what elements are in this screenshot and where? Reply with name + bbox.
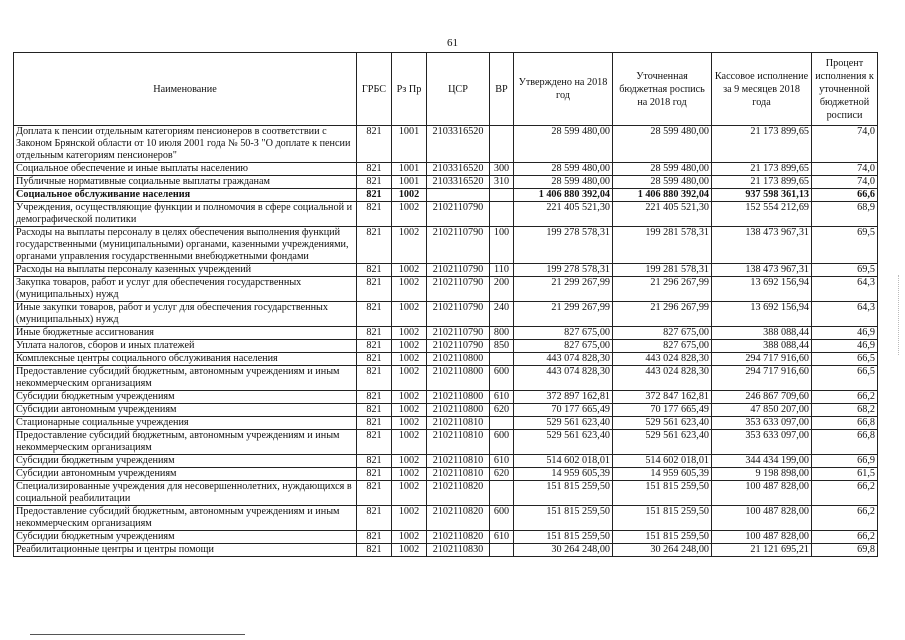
cell-cash: 152 554 212,69 [712,202,812,227]
cell-refined: 514 602 018,01 [613,455,712,468]
cell-rzpr: 1002 [392,302,427,327]
cell-vr [490,353,514,366]
cell-percent: 68,9 [812,202,878,227]
cell-vr: 600 [490,506,514,531]
cell-percent: 74,0 [812,163,878,176]
cell-rzpr: 1002 [392,430,427,455]
cell-name: Предоставление субсидий бюджетным, автономным учреждениям и иным некоммерческим организациям [14,506,357,531]
cell-refined: 70 177 665,49 [613,404,712,417]
cell-name: Субсидии автономным учреждениям [14,468,357,481]
cell-grbs: 821 [357,176,392,189]
cell-approved: 529 561 623,40 [514,417,613,430]
table-row [14,404,878,417]
cell-cash: 21 173 899,65 [712,176,812,189]
cell-rzpr: 1001 [392,176,427,189]
cell-name: Расходы на выплаты персоналу казенных учреждений [14,264,357,277]
table-row [14,455,878,468]
header-percent: Процент исполнения к уточненной бюджетной росписи [812,53,878,126]
cell-refined: 529 561 623,40 [613,430,712,455]
cell-refined: 372 847 162,81 [613,391,712,404]
cell-cash: 47 850 207,00 [712,404,812,417]
table-row [14,189,878,202]
cell-approved: 151 815 259,50 [514,531,613,544]
cell-vr: 600 [490,366,514,391]
cell-name: Субсидии автономным учреждениям [14,404,357,417]
cell-name: Предоставление субсидий бюджетным, автономным учреждениям и иным некоммерческим организациям [14,430,357,455]
cell-vr [490,126,514,163]
cell-vr [490,544,514,557]
cell-grbs: 821 [357,264,392,277]
header-rzpr: Рз Пр [392,53,427,126]
cell-csr: 2102110810 [427,417,490,430]
cell-name: Субсидии бюджетным учреждениям [14,531,357,544]
cell-vr: 610 [490,531,514,544]
table-row [14,531,878,544]
cell-approved: 30 264 248,00 [514,544,613,557]
cell-percent: 69,5 [812,264,878,277]
cell-vr [490,481,514,506]
cell-approved: 221 405 521,30 [514,202,613,227]
cell-refined: 28 599 480,00 [613,126,712,163]
cell-name: Реабилитационные центры и центры помощи [14,544,357,557]
cell-rzpr: 1002 [392,264,427,277]
table-header-row [14,53,878,126]
cell-csr: 2102110790 [427,302,490,327]
cell-refined: 151 815 259,50 [613,506,712,531]
cell-vr [490,202,514,227]
cell-rzpr: 1002 [392,531,427,544]
cell-rzpr: 1002 [392,404,427,417]
cell-percent: 69,5 [812,227,878,264]
cell-cash: 100 487 828,00 [712,506,812,531]
cell-percent: 66,6 [812,189,878,202]
header-cash: Кассовое исполнение за 9 месяцев 2018 года [712,53,812,126]
cell-csr: 2102110790 [427,202,490,227]
cell-rzpr: 1002 [392,481,427,506]
cell-percent: 46,9 [812,340,878,353]
cell-vr: 800 [490,327,514,340]
cell-approved: 70 177 665,49 [514,404,613,417]
cell-name: Социальное обслуживание населения [14,189,357,202]
table-row [14,544,878,557]
cell-refined: 28 599 480,00 [613,163,712,176]
cell-refined: 199 281 578,31 [613,264,712,277]
cell-grbs: 821 [357,227,392,264]
cell-grbs: 821 [357,366,392,391]
cell-percent: 68,2 [812,404,878,417]
cell-cash: 353 633 097,00 [712,430,812,455]
table-row [14,277,878,302]
cell-name: Расходы на выплаты персоналу в целях обеспечения выполнения функций государственными (муниципальными) органами, казенными учреждениями, органами управления государственными внебюджетными фондами [14,227,357,264]
cell-rzpr: 1002 [392,468,427,481]
cell-cash: 294 717 916,60 [712,366,812,391]
cell-rzpr: 1002 [392,277,427,302]
cell-cash: 100 487 828,00 [712,481,812,506]
cell-grbs: 821 [357,531,392,544]
cell-cash: 100 487 828,00 [712,531,812,544]
cell-percent: 46,9 [812,327,878,340]
table-row [14,353,878,366]
table-row [14,366,878,391]
cell-csr: 2102110800 [427,391,490,404]
cell-name: Иные закупки товаров, работ и услуг для обеспечения государственных (муниципальных) нужд [14,302,357,327]
cell-cash: 294 717 916,60 [712,353,812,366]
table-row [14,417,878,430]
cell-cash: 246 867 709,60 [712,391,812,404]
cell-csr: 2102110820 [427,481,490,506]
cell-vr: 620 [490,468,514,481]
cell-name: Публичные нормативные социальные выплаты гражданам [14,176,357,189]
cell-name: Социальное обеспечение и иные выплаты населению [14,163,357,176]
cell-grbs: 821 [357,430,392,455]
cell-cash: 9 198 898,00 [712,468,812,481]
cell-approved: 443 074 828,30 [514,366,613,391]
cell-percent: 66,5 [812,353,878,366]
scan-edge-mark [898,275,901,355]
cell-percent: 66,2 [812,531,878,544]
cell-percent: 66,2 [812,481,878,506]
header-name: Наименование [14,53,357,126]
cell-percent: 64,3 [812,302,878,327]
cell-refined: 14 959 605,39 [613,468,712,481]
cell-cash: 21 121 695,21 [712,544,812,557]
cell-refined: 21 296 267,99 [613,277,712,302]
header-approved: Утверждено на 2018 год [514,53,613,126]
cell-grbs: 821 [357,126,392,163]
cell-name: Предоставление субсидий бюджетным, автономным учреждениям и иным некоммерческим организациям [14,366,357,391]
cell-grbs: 821 [357,327,392,340]
cell-csr: 2102110790 [427,227,490,264]
cell-refined: 151 815 259,50 [613,531,712,544]
cell-vr: 200 [490,277,514,302]
cell-vr [490,189,514,202]
cell-csr: 2102110800 [427,366,490,391]
cell-vr: 110 [490,264,514,277]
cell-name: Уплата налогов, сборов и иных платежей [14,340,357,353]
table-row [14,468,878,481]
cell-refined: 443 024 828,30 [613,366,712,391]
cell-approved: 21 299 267,99 [514,302,613,327]
table-row [14,163,878,176]
cell-cash: 21 173 899,65 [712,163,812,176]
table-row [14,176,878,189]
cell-rzpr: 1002 [392,189,427,202]
cell-percent: 74,0 [812,176,878,189]
table-row [14,481,878,506]
cell-grbs: 821 [357,468,392,481]
footnote-rule [30,634,245,635]
cell-rzpr: 1002 [392,353,427,366]
cell-vr: 610 [490,391,514,404]
cell-approved: 151 815 259,50 [514,506,613,531]
cell-approved: 21 299 267,99 [514,277,613,302]
cell-rzpr: 1002 [392,340,427,353]
cell-csr: 2102110820 [427,531,490,544]
cell-approved: 199 278 578,31 [514,227,613,264]
cell-name: Учреждения, осуществляющие функции и полномочия в сфере социальной и демографической политики [14,202,357,227]
cell-rzpr: 1002 [392,327,427,340]
cell-name: Комплексные центры социального обслуживания населения [14,353,357,366]
table-row [14,327,878,340]
cell-cash: 388 088,44 [712,340,812,353]
table-row [14,506,878,531]
cell-name: Субсидии бюджетным учреждениям [14,455,357,468]
cell-percent: 69,8 [812,544,878,557]
table-row [14,126,878,163]
cell-csr: 2102110800 [427,353,490,366]
cell-name: Иные бюджетные ассигнования [14,327,357,340]
cell-percent: 61,5 [812,468,878,481]
table-row [14,340,878,353]
cell-grbs: 821 [357,455,392,468]
table-row [14,302,878,327]
cell-refined: 21 296 267,99 [613,302,712,327]
cell-rzpr: 1002 [392,391,427,404]
cell-refined: 221 405 521,30 [613,202,712,227]
cell-grbs: 821 [357,391,392,404]
cell-approved: 199 278 578,31 [514,264,613,277]
cell-rzpr: 1002 [392,455,427,468]
cell-name: Стационарные социальные учреждения [14,417,357,430]
cell-percent: 66,2 [812,391,878,404]
cell-approved: 1 406 880 392,04 [514,189,613,202]
cell-csr: 2102110810 [427,468,490,481]
table-row [14,391,878,404]
cell-refined: 1 406 880 392,04 [613,189,712,202]
cell-cash: 21 173 899,65 [712,126,812,163]
cell-csr: 2102110790 [427,327,490,340]
cell-name: Специализированные учреждения для несовершеннолетних, нуждающихся в социальной реабилитации [14,481,357,506]
cell-approved: 827 675,00 [514,327,613,340]
cell-refined: 443 024 828,30 [613,353,712,366]
table-row [14,264,878,277]
cell-csr: 2102110820 [427,506,490,531]
cell-vr: 620 [490,404,514,417]
cell-approved: 28 599 480,00 [514,163,613,176]
cell-vr: 300 [490,163,514,176]
cell-vr: 600 [490,430,514,455]
cell-vr: 240 [490,302,514,327]
cell-rzpr: 1002 [392,544,427,557]
cell-csr: 2102110790 [427,264,490,277]
cell-refined: 151 815 259,50 [613,481,712,506]
header-grbs: ГРБС [357,53,392,126]
cell-csr: 2102110830 [427,544,490,557]
cell-refined: 28 599 480,00 [613,176,712,189]
cell-csr: 2103316520 [427,126,490,163]
cell-approved: 514 602 018,01 [514,455,613,468]
cell-percent: 66,8 [812,430,878,455]
cell-grbs: 821 [357,481,392,506]
cell-cash: 13 692 156,94 [712,302,812,327]
cell-approved: 14 959 605,39 [514,468,613,481]
cell-grbs: 821 [357,189,392,202]
cell-refined: 199 281 578,31 [613,227,712,264]
cell-cash: 344 434 199,00 [712,455,812,468]
cell-rzpr: 1001 [392,126,427,163]
cell-vr: 310 [490,176,514,189]
cell-rzpr: 1002 [392,202,427,227]
cell-cash: 937 598 361,13 [712,189,812,202]
cell-percent: 66,2 [812,506,878,531]
cell-name: Закупка товаров, работ и услуг для обеспечения государственных (муниципальных) нужд [14,277,357,302]
cell-percent: 74,0 [812,126,878,163]
cell-grbs: 821 [357,506,392,531]
cell-grbs: 821 [357,417,392,430]
cell-percent: 64,3 [812,277,878,302]
cell-cash: 388 088,44 [712,327,812,340]
cell-grbs: 821 [357,544,392,557]
cell-refined: 30 264 248,00 [613,544,712,557]
cell-cash: 138 473 967,31 [712,227,812,264]
cell-refined: 827 675,00 [613,340,712,353]
cell-grbs: 821 [357,404,392,417]
header-refined: Уточненная бюджетная роспись на 2018 год [613,53,712,126]
cell-vr: 850 [490,340,514,353]
page-number: 61 [447,37,458,49]
cell-grbs: 821 [357,163,392,176]
cell-grbs: 821 [357,302,392,327]
cell-grbs: 821 [357,340,392,353]
cell-grbs: 821 [357,277,392,302]
cell-csr: 2102110790 [427,340,490,353]
table-row [14,227,878,264]
table-row [14,430,878,455]
cell-csr: 2102110800 [427,404,490,417]
cell-grbs: 821 [357,202,392,227]
cell-csr: 2103316520 [427,176,490,189]
cell-rzpr: 1002 [392,366,427,391]
cell-grbs: 821 [357,353,392,366]
cell-rzpr: 1002 [392,506,427,531]
cell-vr [490,417,514,430]
cell-refined: 529 561 623,40 [613,417,712,430]
cell-csr: 2102110790 [427,277,490,302]
cell-percent: 66,8 [812,417,878,430]
cell-vr: 100 [490,227,514,264]
cell-cash: 138 473 967,31 [712,264,812,277]
cell-rzpr: 1002 [392,227,427,264]
cell-approved: 529 561 623,40 [514,430,613,455]
cell-vr: 610 [490,455,514,468]
cell-csr: 2102110810 [427,430,490,455]
cell-approved: 28 599 480,00 [514,176,613,189]
cell-approved: 827 675,00 [514,340,613,353]
cell-percent: 66,5 [812,366,878,391]
cell-refined: 827 675,00 [613,327,712,340]
cell-approved: 28 599 480,00 [514,126,613,163]
cell-csr: 2103316520 [427,163,490,176]
budget-execution-table [13,52,878,557]
cell-cash: 13 692 156,94 [712,277,812,302]
cell-cash: 353 633 097,00 [712,417,812,430]
cell-csr: 2102110810 [427,455,490,468]
cell-rzpr: 1001 [392,163,427,176]
cell-approved: 372 897 162,81 [514,391,613,404]
cell-csr [427,189,490,202]
cell-approved: 443 074 828,30 [514,353,613,366]
cell-percent: 66,9 [812,455,878,468]
header-csr: ЦСР [427,53,490,126]
cell-rzpr: 1002 [392,417,427,430]
cell-name: Доплата к пенсии отдельным категориям пенсионеров в соответствии с Законом Брянской области от 10 июля 2001 года № 50-З "О доплате к пенсии отдельным категориям пенсионеров" [14,126,357,163]
cell-approved: 151 815 259,50 [514,481,613,506]
table-row [14,202,878,227]
cell-name: Субсидии бюджетным учреждениям [14,391,357,404]
header-vr: ВР [490,53,514,126]
